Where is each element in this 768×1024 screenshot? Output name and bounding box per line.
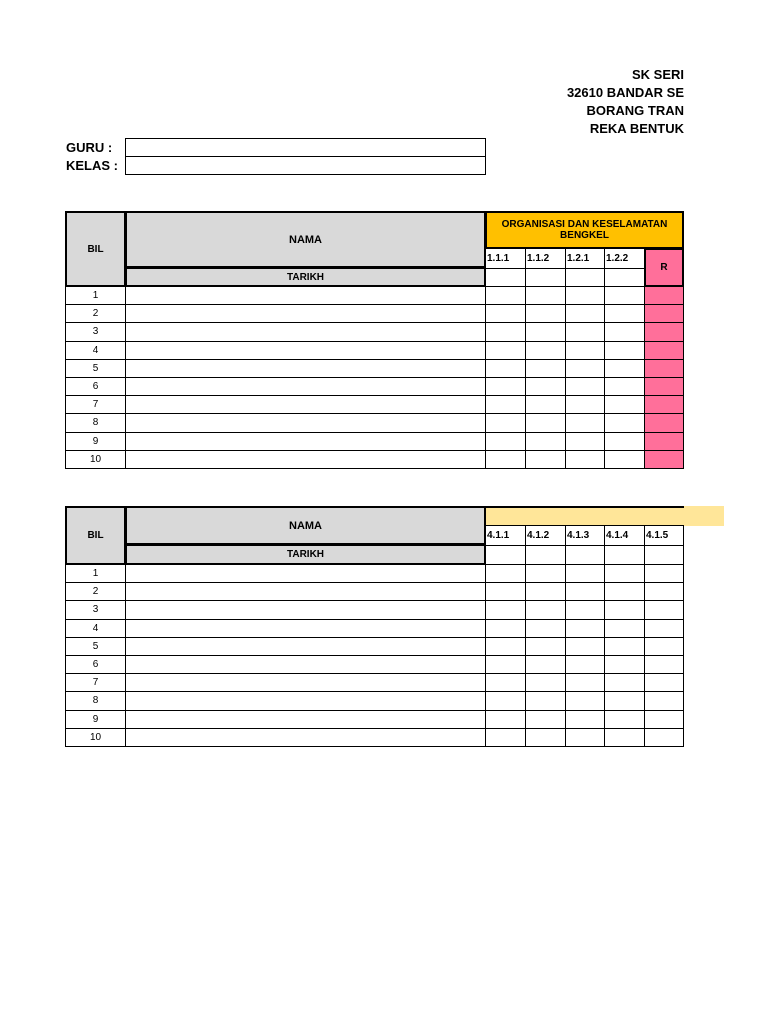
score-cell[interactable] (525, 655, 566, 674)
score-cell[interactable] (644, 564, 684, 583)
class-label: KELAS : (66, 158, 118, 173)
tarikh-header (125, 544, 486, 565)
r-score-cell[interactable] (644, 450, 684, 469)
school-address: 32610 BANDAR SE (566, 85, 684, 100)
date-cell[interactable] (485, 268, 526, 287)
date-cell[interactable] (644, 545, 684, 565)
score-cell[interactable] (604, 359, 645, 378)
score-cell[interactable] (644, 582, 684, 601)
score-cell[interactable] (485, 564, 526, 583)
date-cell[interactable] (565, 545, 605, 565)
score-cell[interactable] (525, 413, 566, 432)
score-cell[interactable] (604, 304, 645, 323)
score-cell[interactable] (525, 619, 566, 638)
score-cell[interactable] (644, 673, 684, 692)
school-name: SK SERI (631, 67, 684, 82)
score-cell[interactable] (604, 691, 645, 710)
row-number: 4 (65, 341, 126, 360)
student-name-cell[interactable] (125, 637, 486, 656)
assessment-table-1 (65, 211, 684, 470)
score-cell[interactable] (644, 691, 684, 710)
student-name-cell[interactable] (125, 619, 486, 638)
teacher-field[interactable] (125, 138, 486, 157)
student-name-cell[interactable] (125, 564, 486, 583)
row-number: 2 (65, 582, 126, 601)
score-cell[interactable] (565, 619, 605, 638)
score-cell[interactable] (525, 582, 566, 601)
score-cell[interactable] (604, 600, 645, 619)
score-cell[interactable] (565, 322, 605, 341)
score-cell[interactable] (525, 710, 566, 729)
score-cell[interactable] (525, 377, 566, 396)
student-name-cell[interactable] (125, 655, 486, 674)
student-name-cell[interactable] (125, 691, 486, 710)
code-header: 4.1.1 (485, 525, 526, 546)
score-cell[interactable] (485, 673, 526, 692)
row-number: 7 (65, 673, 126, 692)
score-cell[interactable] (565, 637, 605, 656)
date-cell[interactable] (565, 268, 605, 287)
r-score-cell[interactable] (644, 432, 684, 451)
bil-header-label: BIL (87, 530, 104, 541)
r-score-cell[interactable] (644, 377, 684, 396)
form-title: BORANG TRAN (586, 103, 684, 118)
row-number: 10 (65, 450, 126, 469)
score-cell[interactable] (485, 582, 526, 601)
score-cell[interactable] (644, 710, 684, 729)
student-name-cell[interactable] (125, 341, 486, 360)
r-score-cell[interactable] (644, 395, 684, 414)
r-score-cell[interactable] (644, 286, 684, 305)
group-header-organisasi (485, 211, 684, 249)
score-cell[interactable] (604, 637, 645, 656)
code-header: 1.1.1 (485, 248, 526, 269)
score-cell[interactable] (525, 691, 566, 710)
student-name-cell[interactable] (125, 304, 486, 323)
score-cell[interactable] (485, 377, 526, 396)
row-number: 8 (65, 413, 126, 432)
nama-header-label: NAMA (289, 233, 322, 246)
score-cell[interactable] (485, 395, 526, 414)
score-cell[interactable] (485, 619, 526, 638)
student-name-cell[interactable] (125, 728, 486, 747)
date-cell[interactable] (604, 545, 645, 565)
score-cell[interactable] (565, 673, 605, 692)
score-cell[interactable] (485, 432, 526, 451)
score-cell[interactable] (644, 637, 684, 656)
score-cell[interactable] (604, 341, 645, 360)
subject-title: REKA BENTUK (589, 121, 684, 136)
tarikh-header (125, 267, 486, 287)
score-cell[interactable] (565, 286, 605, 305)
r-score-cell[interactable] (644, 359, 684, 378)
row-number: 9 (65, 710, 126, 729)
class-field[interactable] (125, 156, 486, 175)
nama-header (125, 211, 486, 268)
score-cell[interactable] (525, 600, 566, 619)
score-cell[interactable] (525, 322, 566, 341)
r-header (644, 248, 684, 287)
row-number: 7 (65, 395, 126, 414)
student-name-cell[interactable] (125, 322, 486, 341)
score-cell[interactable] (604, 619, 645, 638)
score-cell[interactable] (565, 432, 605, 451)
score-cell[interactable] (485, 304, 526, 323)
student-name-cell[interactable] (125, 359, 486, 378)
score-cell[interactable] (525, 673, 566, 692)
score-cell[interactable] (644, 655, 684, 674)
score-cell[interactable] (525, 432, 566, 451)
code-header: 1.1.2 (525, 248, 566, 269)
score-cell[interactable] (525, 450, 566, 469)
student-name-cell[interactable] (125, 377, 486, 396)
row-number: 3 (65, 600, 126, 619)
score-cell[interactable] (565, 710, 605, 729)
date-cell[interactable] (525, 545, 566, 565)
score-cell[interactable] (485, 728, 526, 747)
row-number: 5 (65, 359, 126, 378)
date-cell[interactable] (604, 268, 645, 287)
score-cell[interactable] (604, 710, 645, 729)
student-name-cell[interactable] (125, 710, 486, 729)
score-cell[interactable] (525, 564, 566, 583)
score-cell[interactable] (604, 286, 645, 305)
tarikh-header-label: TARIKH (286, 271, 325, 283)
score-cell[interactable] (604, 322, 645, 341)
r-score-cell[interactable] (644, 413, 684, 432)
score-cell[interactable] (604, 673, 645, 692)
score-cell[interactable] (604, 655, 645, 674)
student-name-cell[interactable] (125, 432, 486, 451)
assessment-table-2 (65, 506, 684, 747)
score-cell[interactable] (525, 395, 566, 414)
row-number: 1 (65, 286, 126, 305)
score-cell[interactable] (565, 359, 605, 378)
score-cell[interactable] (565, 564, 605, 583)
score-cell[interactable] (644, 728, 684, 747)
student-name-cell[interactable] (125, 286, 486, 305)
student-name-cell[interactable] (125, 673, 486, 692)
score-cell[interactable] (485, 322, 526, 341)
score-cell[interactable] (604, 728, 645, 747)
score-cell[interactable] (485, 341, 526, 360)
group-header-empty (485, 506, 724, 526)
score-cell[interactable] (565, 341, 605, 360)
row-number: 2 (65, 304, 126, 323)
code-header: 4.1.2 (525, 525, 566, 546)
score-cell[interactable] (604, 450, 645, 469)
score-cell[interactable] (565, 655, 605, 674)
row-number: 3 (65, 322, 126, 341)
score-cell[interactable] (485, 413, 526, 432)
score-cell[interactable] (525, 341, 566, 360)
score-cell[interactable] (525, 286, 566, 305)
score-cell[interactable] (565, 691, 605, 710)
score-cell[interactable] (525, 728, 566, 747)
student-name-cell[interactable] (125, 600, 486, 619)
bil-header (65, 211, 126, 287)
r-score-cell[interactable] (644, 322, 684, 341)
score-cell[interactable] (485, 450, 526, 469)
score-cell[interactable] (565, 450, 605, 469)
score-cell[interactable] (525, 637, 566, 656)
score-cell[interactable] (565, 377, 605, 396)
student-name-cell[interactable] (125, 413, 486, 432)
group-header-label: ORGANISASI DAN KESELAMATAN BENGKEL (501, 219, 668, 241)
date-cell[interactable] (525, 268, 566, 287)
row-number: 6 (65, 377, 126, 396)
score-cell[interactable] (485, 286, 526, 305)
row-number: 4 (65, 619, 126, 638)
teacher-label: GURU : (66, 140, 113, 155)
row-number: 1 (65, 564, 126, 583)
score-cell[interactable] (604, 432, 645, 451)
nama-header (125, 506, 486, 545)
bil-header-label: BIL (87, 243, 104, 255)
score-cell[interactable] (565, 395, 605, 414)
score-cell[interactable] (525, 304, 566, 323)
nama-header-label: NAMA (289, 519, 322, 532)
score-cell[interactable] (565, 728, 605, 747)
score-cell[interactable] (485, 359, 526, 378)
student-name-cell[interactable] (125, 450, 486, 469)
r-score-cell[interactable] (644, 341, 684, 360)
score-cell[interactable] (604, 582, 645, 601)
score-cell[interactable] (644, 619, 684, 638)
student-name-cell[interactable] (125, 395, 486, 414)
tarikh-header-label: TARIKH (286, 549, 325, 560)
score-cell[interactable] (604, 377, 645, 396)
code-header: 4.1.5 (644, 525, 684, 546)
row-number: 10 (65, 728, 126, 747)
row-number: 5 (65, 637, 126, 656)
code-header: 1.2.1 (565, 248, 605, 269)
score-cell[interactable] (485, 710, 526, 729)
code-header: 4.1.3 (565, 525, 605, 546)
score-cell[interactable] (565, 413, 605, 432)
score-cell[interactable] (485, 600, 526, 619)
score-cell[interactable] (525, 359, 566, 378)
code-header: 1.2.2 (604, 248, 645, 269)
score-cell[interactable] (644, 600, 684, 619)
score-cell[interactable] (485, 637, 526, 656)
code-header: 4.1.4 (604, 525, 645, 546)
bil-header (65, 506, 126, 565)
student-name-cell[interactable] (125, 582, 486, 601)
row-number: 6 (65, 655, 126, 674)
score-cell[interactable] (485, 691, 526, 710)
r-score-cell[interactable] (644, 304, 684, 323)
score-cell[interactable] (604, 413, 645, 432)
date-cell[interactable] (485, 545, 526, 565)
score-cell[interactable] (565, 600, 605, 619)
score-cell[interactable] (604, 564, 645, 583)
r-header-label: R (660, 262, 668, 273)
row-number: 8 (65, 691, 126, 710)
score-cell[interactable] (565, 582, 605, 601)
score-cell[interactable] (604, 395, 645, 414)
row-number: 9 (65, 432, 126, 451)
score-cell[interactable] (565, 304, 605, 323)
score-cell[interactable] (485, 655, 526, 674)
